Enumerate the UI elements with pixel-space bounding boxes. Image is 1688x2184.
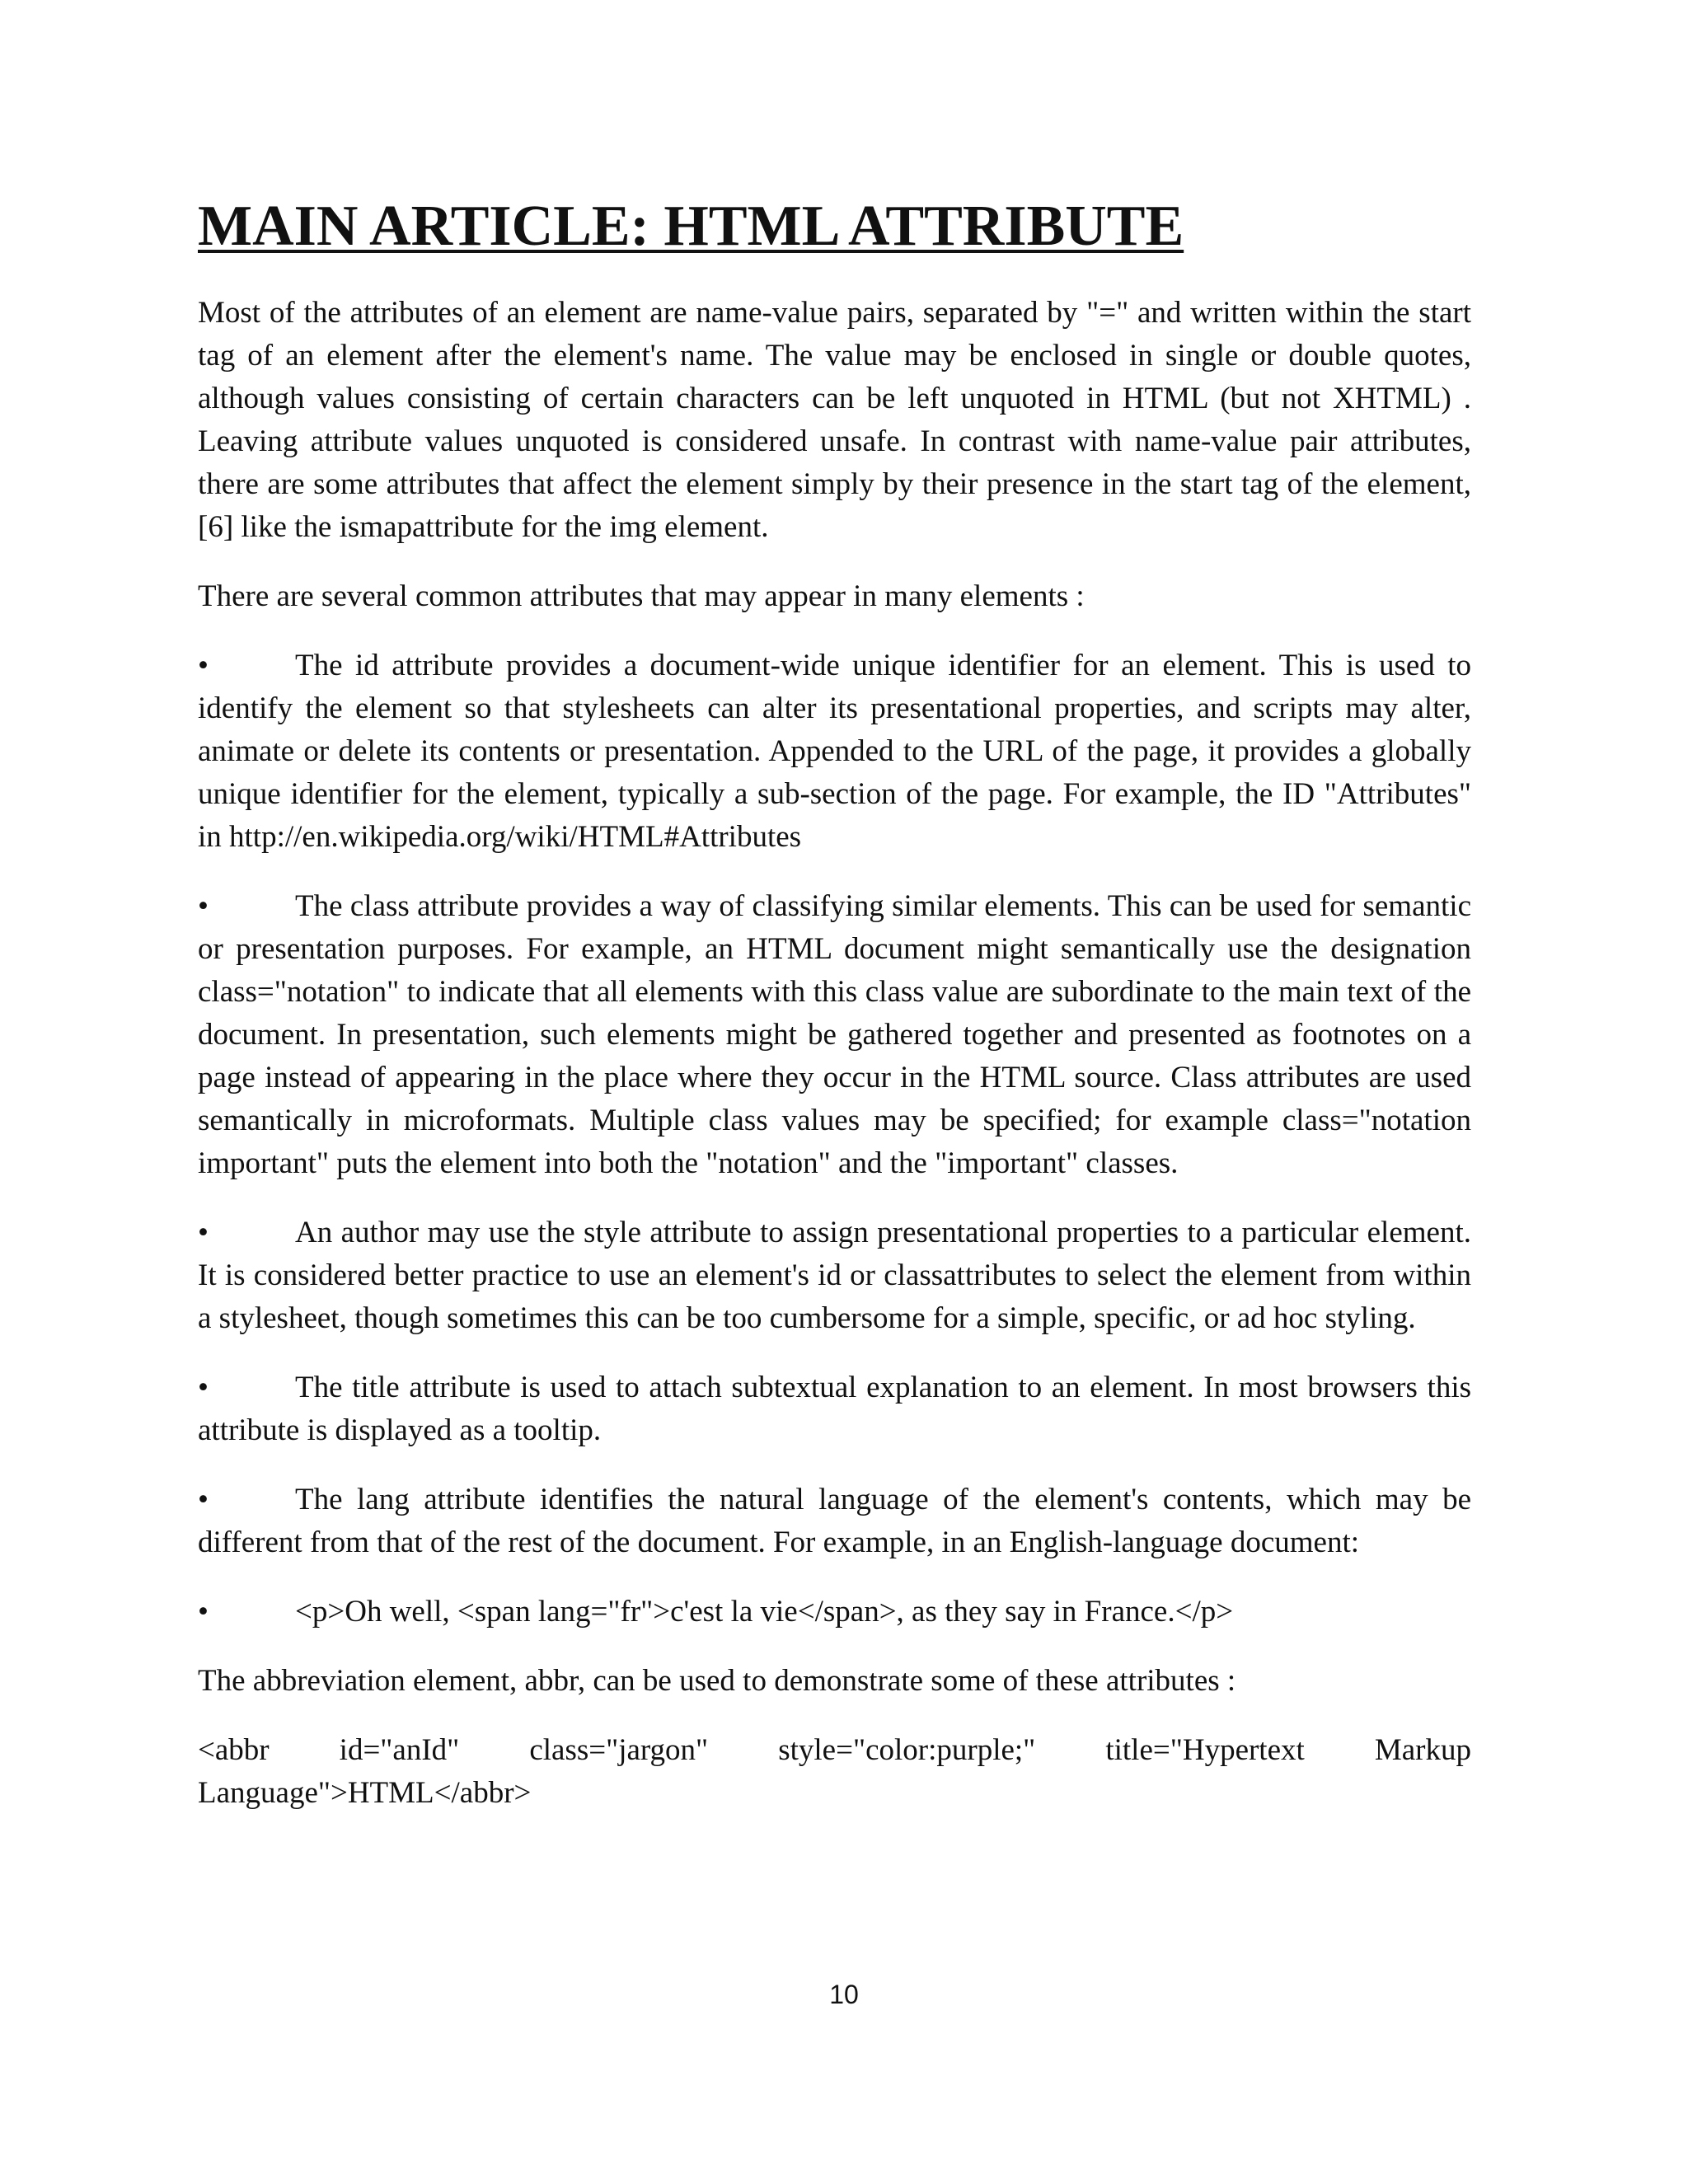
common-attributes-intro: There are several common attributes that may appear in many elements :: [198, 579, 1085, 613]
bullet-marker: •: [198, 1483, 209, 1516]
bullet-marker: •: [198, 1595, 209, 1629]
abbr-example-paragraph: <abbr id="anId" class="jargon" style="color:purple;" title="Hypertext Markup Language">HTML</abbr>: [198, 1733, 1471, 1810]
page-title: MAIN ARTICLE: HTML ATTRIBUTE: [198, 194, 1184, 258]
bullet-marker: •: [198, 1216, 209, 1249]
bullet-marker: •: [198, 649, 209, 682]
bullet-text: The lang attribute identifies the natural language of the element's contents, which may be different from that of the rest of the document. For example, in an English-language document:: [198, 1483, 1471, 1559]
bullet-text: The title attribute is used to attach subtextual explanation to an element. In most browsers this attribute is displayed as a tooltip.: [198, 1371, 1471, 1447]
bullet-text: <p>Oh well, <span lang="fr">c'est la vie</span>, as they say in France.</p>: [295, 1595, 1234, 1629]
bullet-item-style: [198, 1212, 1471, 1340]
bullet-item-id: [198, 644, 1471, 859]
bullet-item-class: [198, 885, 1471, 1185]
page-number: 10: [829, 1980, 859, 2009]
bullet-text: The id attribute provides a document-wide unique identifier for an element. This is used to identify the element so that stylesheets can alter its presentational properties, and scripts may alter, animate or delete its contents or presentation. Appended to the URL of the page, it provides a globally unique identifier for the element, typically a sub-section of the page. For example, the ID "Attributes" in http://en.wikipedia.org/wiki/HTML#Attributes: [198, 649, 1471, 854]
intro-paragraph: Most of the attributes of an element are name-value pairs, separated by "=" and written within the start tag of an element after the element's name. The value may be enclosed in single or double quotes, although values consisting of certain characters can be left unquoted in HTML (but not XHTML) . Leaving attribute values unquoted is considered unsafe. In contrast with name-value pair attributes, there are some attributes that affect the element simply by their presence in the start tag of the element,[6] like the ismapattribute for the img element.: [198, 296, 1471, 544]
bullet-marker: •: [198, 889, 209, 923]
bullet-text: The class attribute provides a way of classifying similar elements. This can be used for semantic or presentation purposes. For example, an HTML document might semantically use the designation class="notation" to indicate that all elements with this class value are subordinate to the main text of the document. In presentation, such elements might be gathered together and presented as footnotes on a page instead of appearing in the place where they occur in the HTML source. Class attributes are used semantically in microformats. Multiple class values may be specified; for example class="notation important" puts the element into both the "notation" and the "important" classes.: [198, 889, 1471, 1180]
bullet-item-lang: [198, 1479, 1471, 1564]
bullet-item-title: [198, 1366, 1471, 1452]
bullet-marker: •: [198, 1371, 209, 1404]
abbr-intro-paragraph: The abbreviation element, abbr, can be used to demonstrate some of these attributes :: [198, 1664, 1236, 1698]
bullet-text: An author may use the style attribute to assign presentational properties to a particular element. It is considered better practice to use an element's id or classattributes to select the element from within a stylesheet, though sometimes this can be too cumbersome for a simple, specific, or ad hoc styling.: [198, 1216, 1471, 1335]
bullet-item-example: [198, 1591, 1471, 1633]
page-content: [198, 191, 1471, 1841]
